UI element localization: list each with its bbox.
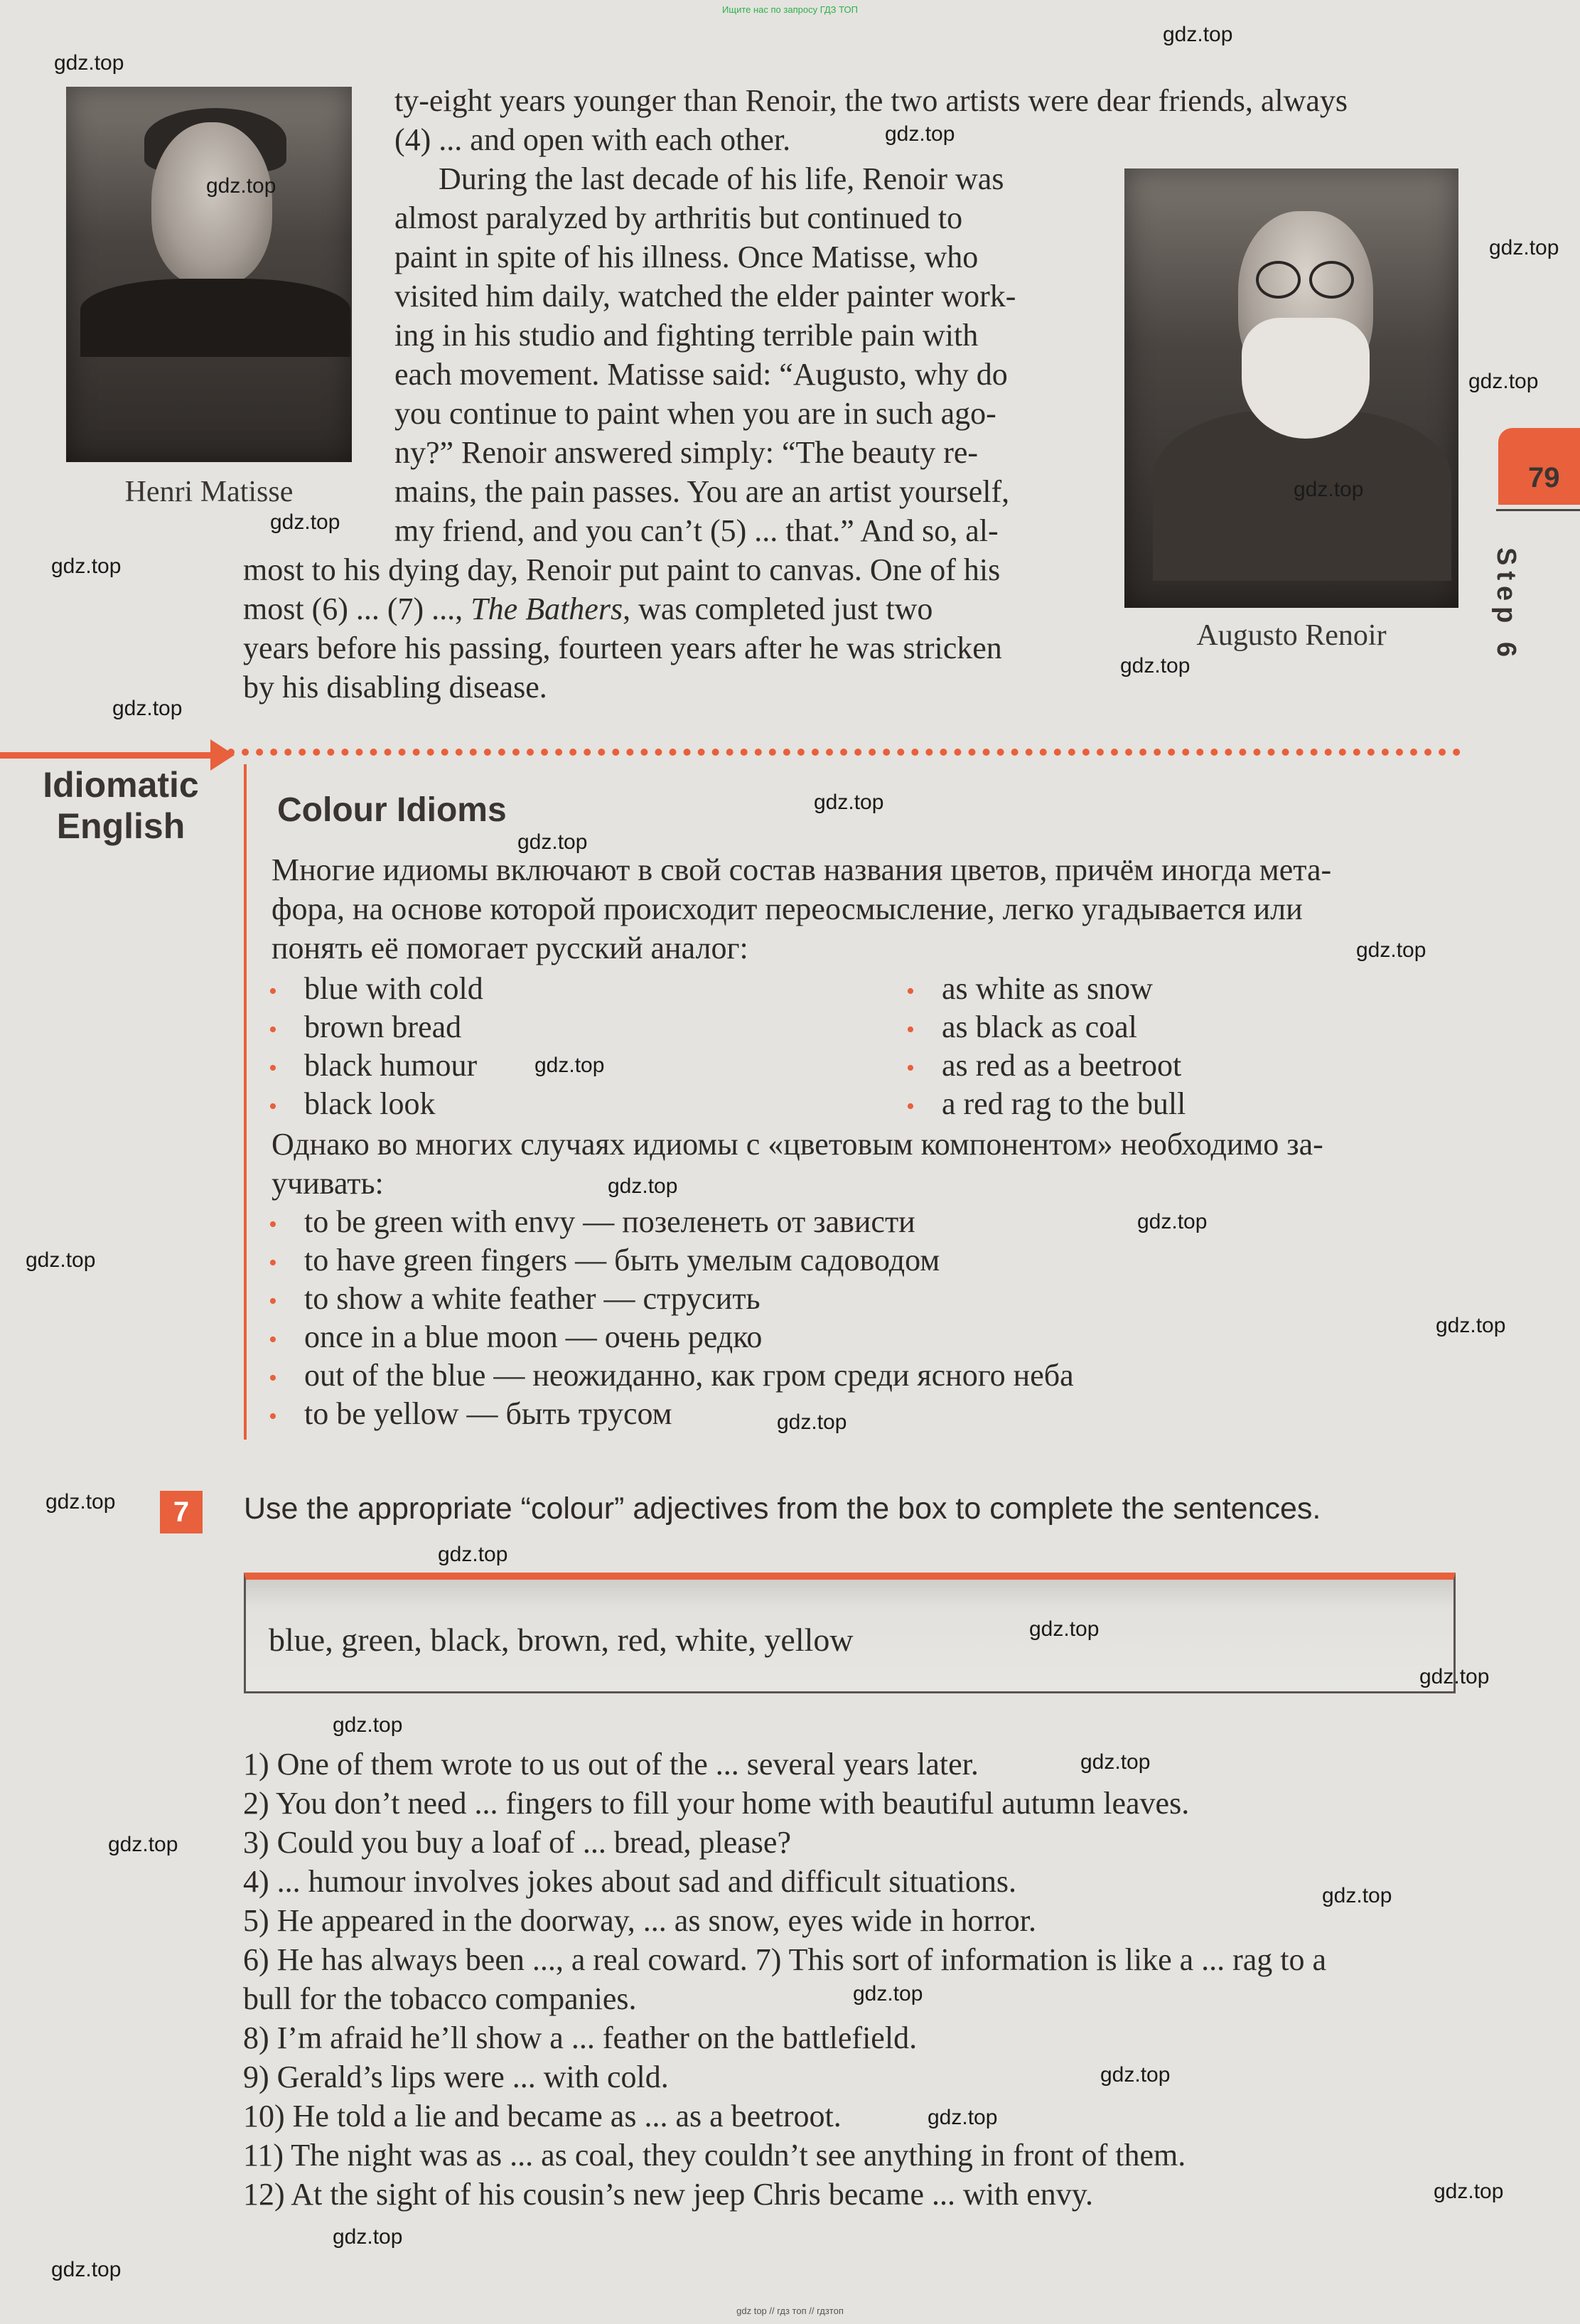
watermark: gdz.top [885, 122, 955, 146]
reading-line: each movement. Matisse said: “Augusto, why do [394, 357, 1008, 392]
watermark: gdz.top [108, 1833, 178, 1856]
reading-line: ny?” Renoir answered simply: “The beauty re- [394, 435, 979, 470]
reading-line [243, 589, 933, 628]
reading-line: paint in spite of his illness. Once Matisse, who [394, 240, 979, 274]
bullet-icon: • [269, 978, 277, 1005]
watermark: gdz.top [534, 1054, 605, 1077]
intro-line: Многие идиомы включают в свой состав названия цветов, причём иногда мета- [272, 852, 1332, 887]
watermark: gdz.top [206, 174, 276, 198]
bullet-icon: • [269, 1211, 277, 1238]
learn-list-item: • to have green fingers — быть умелым садоводом [269, 1241, 940, 1283]
sentence-line: 6) He has always been ..., a real coward. 7) This sort of information is like a ... rag to a [243, 1942, 1327, 1977]
idiom-list-item: • a red rag to the bull [906, 1085, 1186, 1126]
middle-line: Однако во многих случаях идиомы с «цветовым компонентом» необходимо за- [272, 1127, 1323, 1162]
side-label-line-1: Idiomatic [43, 765, 199, 805]
watermark: gdz.top [26, 1248, 96, 1272]
sentence-line: 8) I’m afraid he’ll show a ... feather on the battlefield. [243, 2020, 918, 2055]
section-side-label [7, 764, 235, 847]
intro-line: фора, на основе которой происходит переосмысление, легко угадывается или [272, 891, 1303, 926]
watermark: gdz.top [333, 1713, 403, 1737]
watermark: gdz.top [333, 2225, 403, 2249]
learn-list-item: • to be yellow — быть трусом [269, 1395, 672, 1436]
section-bar [0, 752, 213, 759]
sentence-line: 9) Gerald’s lips were ... with cold. [243, 2060, 669, 2094]
bullet-icon: • [269, 1016, 277, 1043]
watermark: gdz.top [814, 791, 884, 814]
idiom-list-item: • black look [269, 1085, 436, 1126]
bullet-icon: • [269, 1287, 277, 1314]
learn-list-item: • out of the blue — неожиданно, как гром среди ясного неба [269, 1356, 1074, 1398]
reading-line: ing in his studio and fighting terrible pain with [394, 318, 979, 353]
bullet-icon: • [269, 1249, 277, 1276]
idiom-list-item: • brown bread [269, 1008, 461, 1049]
watermark: gdz.top [51, 555, 122, 578]
sentence-line: 2) You don’t need ... fingers to fill your home with beautiful autumn leaves. [243, 1786, 1190, 1821]
watermark: gdz.top [1489, 236, 1559, 259]
watermark: gdz.top [1434, 2180, 1504, 2203]
watermark: gdz.top [438, 1543, 508, 1566]
bullet-icon: • [269, 1364, 277, 1391]
watermark: gdz.top [54, 51, 124, 75]
reading-line: years before his passing, fourteen years after he was stricken [243, 631, 1002, 665]
watermark: gdz.top [1294, 478, 1364, 501]
step-label: Step 6 [1491, 547, 1521, 663]
reading-line: my friend, and you can’t (5) ... that.” And so, al- [394, 513, 999, 548]
sentence-line: 3) Could you buy a loaf of ... bread, please? [243, 1825, 791, 1860]
bottom-banner: gdz top // гдз топ // гдзтоп [736, 2306, 844, 2316]
watermark: gdz.top [608, 1174, 678, 1198]
watermark: gdz.top [1120, 654, 1191, 678]
reading-line: most to his dying day, Renoir put paint to canvas. One of his [243, 552, 1001, 587]
reading-line: visited him daily, watched the elder painter work- [394, 279, 1016, 314]
bullet-icon: • [906, 1016, 915, 1043]
idiom-list-item: • as white as snow [906, 970, 1153, 1011]
bullet-icon: • [269, 1326, 277, 1353]
bullet-icon: • [269, 1403, 277, 1430]
side-label-line-2: English [56, 806, 186, 846]
tab-divider [1496, 509, 1580, 511]
section-vertical-rule [244, 764, 247, 1440]
sentence-line: 10) He told a lie and became as ... as a beetroot. [243, 2099, 842, 2133]
watermark: gdz.top [270, 510, 340, 534]
watermark: gdz.top [928, 2106, 998, 2129]
bullet-icon: • [269, 1054, 277, 1081]
watermark: gdz.top [112, 697, 183, 720]
reading-line: (4) ... and open with each other. [394, 122, 791, 157]
reading-line: by his disabling disease. [243, 670, 547, 705]
page-number: 79 [1528, 462, 1560, 493]
watermark: gdz.top [517, 830, 588, 854]
matisse-photo [66, 87, 352, 462]
renoir-photo [1124, 168, 1458, 608]
bullet-icon: • [906, 1054, 915, 1081]
watermark: gdz.top [1436, 1314, 1506, 1337]
bullet-icon: • [906, 1093, 915, 1120]
watermark: gdz.top [45, 1490, 116, 1514]
idiom-list-item: • as black as coal [906, 1008, 1137, 1049]
reading-line: ty-eight years younger than Renoir, the two artists were dear friends, always [394, 83, 1348, 118]
idiom-list-item: • blue with cold [269, 970, 483, 1011]
idiom-list-item: • black humour [269, 1046, 477, 1088]
watermark: gdz.top [1468, 370, 1539, 393]
watermark: gdz.top [853, 1982, 923, 2006]
matisse-caption: Henri Matisse [124, 476, 294, 508]
reading-line-start: most (6) ... (7) ..., [243, 591, 463, 626]
idiom-list-item: • as red as a beetroot [906, 1046, 1181, 1088]
section-title: Colour Idioms [277, 791, 507, 829]
bullet-icon: • [906, 978, 915, 1005]
intro-line: понять её помогает русский аналог: [272, 931, 748, 965]
exercise-number: 7 [160, 1491, 203, 1533]
reading-line: During the last decade of his life, Renoir was [439, 161, 1004, 196]
sentence-line: 1) One of them wrote to us out of the ... several years later. [243, 1747, 979, 1782]
reading-line: you continue to paint when you are in such ago- [394, 396, 996, 431]
section-dotted-rule [227, 749, 1461, 756]
reading-line: mains, the pain passes. You are an artist yourself, [394, 474, 1010, 509]
reading-line-end: , was completed just two [623, 591, 933, 626]
learn-list-item: • to be green with envy — позеленеть от зависти [269, 1203, 915, 1244]
learn-list-item: • to show a white feather — струсить [269, 1280, 761, 1321]
watermark: gdz.top [1100, 2063, 1171, 2087]
word-box-words: blue, green, black, brown, red, white, yellow [269, 1622, 854, 1658]
sentence-line: 5) He appeared in the doorway, ... as snow, eyes wide in horror. [243, 1903, 1036, 1938]
watermark: gdz.top [1419, 1665, 1490, 1688]
watermark: gdz.top [1137, 1210, 1208, 1233]
watermark: gdz.top [51, 2258, 122, 2281]
watermark: gdz.top [777, 1410, 847, 1434]
top-banner: Ищите нас по запросу ГДЗ ТОП [722, 4, 858, 15]
sentence-line: 11) The night was as ... as coal, they couldn’t see anything in front of them. [243, 2138, 1186, 2173]
middle-line: учивать: [272, 1166, 384, 1201]
exercise-instruction: Use the appropriate “colour” adjectives from the box to complete the sentences. [244, 1492, 1321, 1526]
watermark: gdz.top [1029, 1617, 1100, 1641]
sentence-line: 12) At the sight of his cousin’s new jeep Chris became ... with envy. [243, 2177, 1093, 2212]
watermark: gdz.top [1356, 938, 1426, 962]
renoir-caption: Augusto Renoir [1196, 619, 1387, 652]
painting-title: The Bathers [471, 591, 623, 626]
bullet-icon: • [269, 1093, 277, 1120]
sentence-line: bull for the tobacco companies. [243, 1981, 637, 2016]
learn-list-item: • once in a blue moon — очень редко [269, 1318, 762, 1359]
sentence-line: 4) ... humour involves jokes about sad and difficult situations. [243, 1864, 1017, 1899]
watermark: gdz.top [1322, 1884, 1392, 1907]
reading-line: almost paralyzed by arthritis but continued to [394, 200, 963, 235]
watermark: gdz.top [1080, 1750, 1151, 1774]
watermark: gdz.top [1163, 23, 1233, 46]
